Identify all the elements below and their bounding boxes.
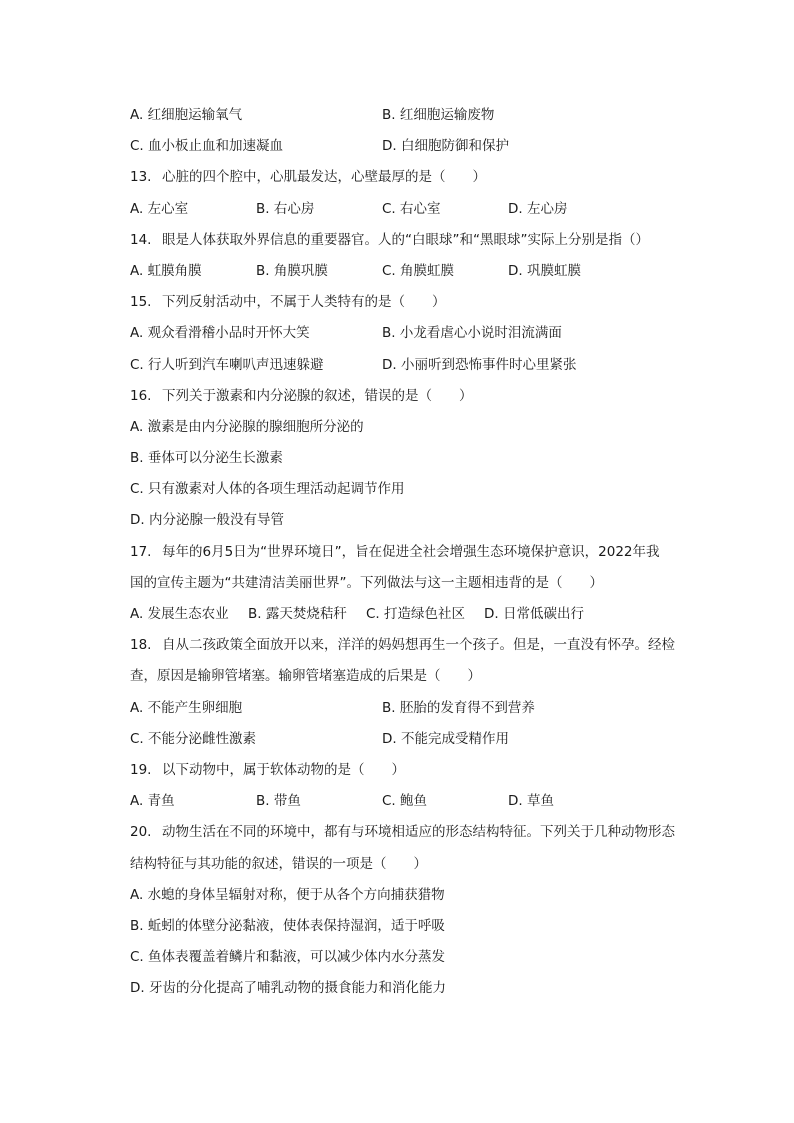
option-b: B. 右心房 bbox=[256, 200, 315, 217]
question-number: 19. bbox=[130, 761, 152, 778]
options-row bbox=[130, 131, 696, 162]
question-18-stem-cont: 查，原因是输卵管堵塞。输卵管堵塞造成的后果是（ ） bbox=[130, 668, 481, 685]
option-c: C. 打造绿色社区 bbox=[366, 606, 466, 622]
question-20-stem bbox=[130, 817, 696, 848]
option-c: C. 行人听到汽车喇叭声迅速躲避 bbox=[130, 356, 324, 373]
option-b: B. 胚胎的发育得不到营养 bbox=[382, 699, 535, 716]
option-a: A. 观众看滑稽小品时开怀大笑 bbox=[130, 325, 310, 342]
question-text: 下列关于激素和内分泌腺的叙述，错误的是（ ） bbox=[162, 387, 473, 404]
question-number: 16. bbox=[130, 387, 152, 404]
option-d: D. 不能完成受精作用 bbox=[382, 730, 509, 747]
option-a: A. 发展生态农业 bbox=[130, 606, 229, 622]
option-d: D. 牙齿的分化提高了哺乳动物的摄食能力和消化能力 bbox=[130, 980, 446, 997]
question-19-stem bbox=[130, 755, 696, 786]
option-a: A. 左心室 bbox=[130, 200, 189, 217]
option-c: C. 不能分泌雌性激素 bbox=[130, 730, 257, 747]
option-c: C. 血小板止血和加速凝血 bbox=[130, 138, 284, 155]
question-13-stem bbox=[130, 162, 696, 193]
question-number: 14. bbox=[130, 231, 152, 248]
question-number: 20. bbox=[130, 824, 152, 841]
options-row bbox=[130, 318, 696, 349]
options-row bbox=[130, 693, 696, 724]
question-text: 眼是人体获取外界信息的重要器官。人的“白眼球”和“黑眼球”实际上分别是指（） bbox=[162, 231, 649, 248]
option-c: C. 右心室 bbox=[382, 200, 441, 217]
question-text: 自从二孩政策全面放开以来，洋洋的妈妈想再生一个孩子。但是，一直没有怀孕。经检 bbox=[162, 637, 675, 654]
question-20-stem-cont: 结构特征与其功能的叙述，错误的一项是（ ） bbox=[130, 855, 427, 872]
option-d: D. 内分泌腺一般没有导管 bbox=[130, 512, 284, 529]
question-text: 以下动物中，属于软体动物的是（ ） bbox=[162, 761, 405, 778]
page-content bbox=[130, 100, 696, 1004]
question-number: 18. bbox=[130, 637, 152, 654]
question-text: 心脏的四个腔中，心肌最发达，心壁最厚的是（ ） bbox=[162, 169, 486, 186]
options-row bbox=[130, 786, 696, 817]
option-d: D. 小丽听到恐怖事件时心里紧张 bbox=[382, 356, 577, 373]
question-16-stem bbox=[130, 381, 696, 412]
options-row bbox=[130, 100, 696, 131]
question-text: 每年的6月5日为“世界环境日”，旨在促进全社会增强生态环境保护意识，2022年我 bbox=[162, 543, 660, 560]
question-18-stem bbox=[130, 630, 696, 661]
question-text: 下列反射活动中，不属于人类特有的是（ ） bbox=[162, 294, 446, 311]
option-a: A. 虹膜角膜 bbox=[130, 262, 202, 279]
option-c: C. 角膜虹膜 bbox=[382, 262, 455, 279]
option-d: D. 草鱼 bbox=[508, 793, 554, 810]
options-row bbox=[130, 194, 696, 225]
option-d: D. 日常低碳出行 bbox=[484, 606, 584, 622]
option-c: C. 鱼体表覆盖着鳞片和黏液，可以减少体内水分蒸发 bbox=[130, 949, 446, 966]
option-c: C. 鲍鱼 bbox=[382, 793, 428, 810]
option-d: D. 白细胞防御和保护 bbox=[382, 138, 509, 155]
options-row bbox=[130, 350, 696, 381]
options-row bbox=[130, 724, 696, 755]
option-a: A. 红细胞运输氧气 bbox=[130, 107, 243, 123]
option-b: B. 露天焚烧秸秆 bbox=[248, 606, 347, 622]
options-row bbox=[130, 256, 696, 287]
question-17-stem-cont: 国的宣传主题为“共建清洁美丽世界”。下列做法与这一主题相违背的是（ ） bbox=[130, 574, 603, 591]
question-14-stem bbox=[130, 225, 696, 256]
question-17-stem bbox=[130, 537, 696, 568]
options-row bbox=[130, 599, 696, 630]
question-number: 15. bbox=[130, 294, 152, 311]
option-b: B. 小龙看虐心小说时泪流满面 bbox=[382, 325, 562, 342]
option-a: A. 青鱼 bbox=[130, 793, 175, 810]
option-b: B. 红细胞运输废物 bbox=[382, 107, 495, 123]
option-b: B. 垂体可以分泌生长激素 bbox=[130, 450, 283, 467]
option-a: A. 不能产生卵细胞 bbox=[130, 699, 243, 716]
question-15-stem bbox=[130, 287, 696, 318]
option-b: B. 蚯蚓的体壁分泌黏液，使体表保持湿润，适于呼吸 bbox=[130, 917, 445, 934]
question-text: 动物生活在不同的环境中，都有与环境相适应的形态结构特征。下列关于几种动物形态 bbox=[162, 824, 675, 841]
question-number: 13. bbox=[130, 169, 152, 186]
option-c: C. 只有激素对人体的各项生理活动起调节作用 bbox=[130, 481, 405, 498]
option-a: A. 激素是由内分泌腺的腺细胞所分泌的 bbox=[130, 418, 364, 435]
option-b: B. 带鱼 bbox=[256, 793, 301, 810]
option-d: D. 巩膜虹膜 bbox=[508, 262, 581, 279]
option-b: B. 角膜巩膜 bbox=[256, 262, 328, 279]
option-a: A. 水螅的身体呈辐射对称，便于从各个方向捕获猎物 bbox=[130, 886, 445, 903]
option-d: D. 左心房 bbox=[508, 200, 568, 217]
question-number: 17. bbox=[130, 543, 152, 560]
